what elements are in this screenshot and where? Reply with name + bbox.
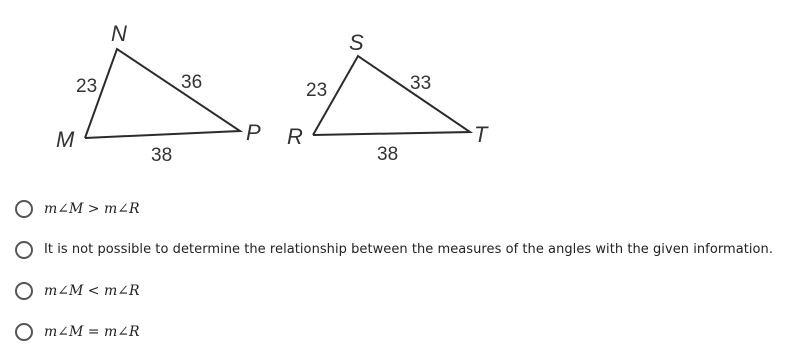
choice-option-3[interactable] [15,270,795,311]
triangle-mnp-outline [85,49,240,138]
vertex-s-label: S [349,30,364,55]
choice-label-3: m∠M < m∠R [44,282,140,299]
triangles-diagram [0,0,520,175]
vertex-p-label: P [246,120,261,145]
triangle-rst [287,30,489,165]
choice-label-4: m∠M = m∠R [44,323,140,340]
choice-option-1[interactable] [15,188,795,229]
choice-option-4[interactable] [15,311,795,352]
choice-label-1: m∠M > m∠R [44,200,140,217]
side-rs-label: 23 [306,80,328,101]
side-rt-label: 38 [377,144,399,165]
side-np-label: 36 [181,72,203,93]
radio-button-3[interactable] [15,282,33,300]
radio-button-1[interactable] [15,200,33,218]
answer-choices [15,188,795,352]
choice-option-2[interactable] [15,229,795,270]
radio-button-2[interactable] [15,241,33,259]
triangle-figure [0,0,520,175]
triangle-rst-outline [313,56,470,135]
vertex-t-label: T [474,122,488,147]
side-mn-label: 23 [76,76,98,97]
vertex-r-label: R [287,124,303,149]
vertex-n-label: N [111,21,127,46]
choice-label-2: It is not possible to determine the relationship between the measures of the angles with the given information. [44,242,773,257]
vertex-m-label: M [56,127,75,152]
triangle-mnp [56,21,261,166]
side-st-label: 33 [410,73,432,94]
side-mp-label: 38 [151,145,173,166]
